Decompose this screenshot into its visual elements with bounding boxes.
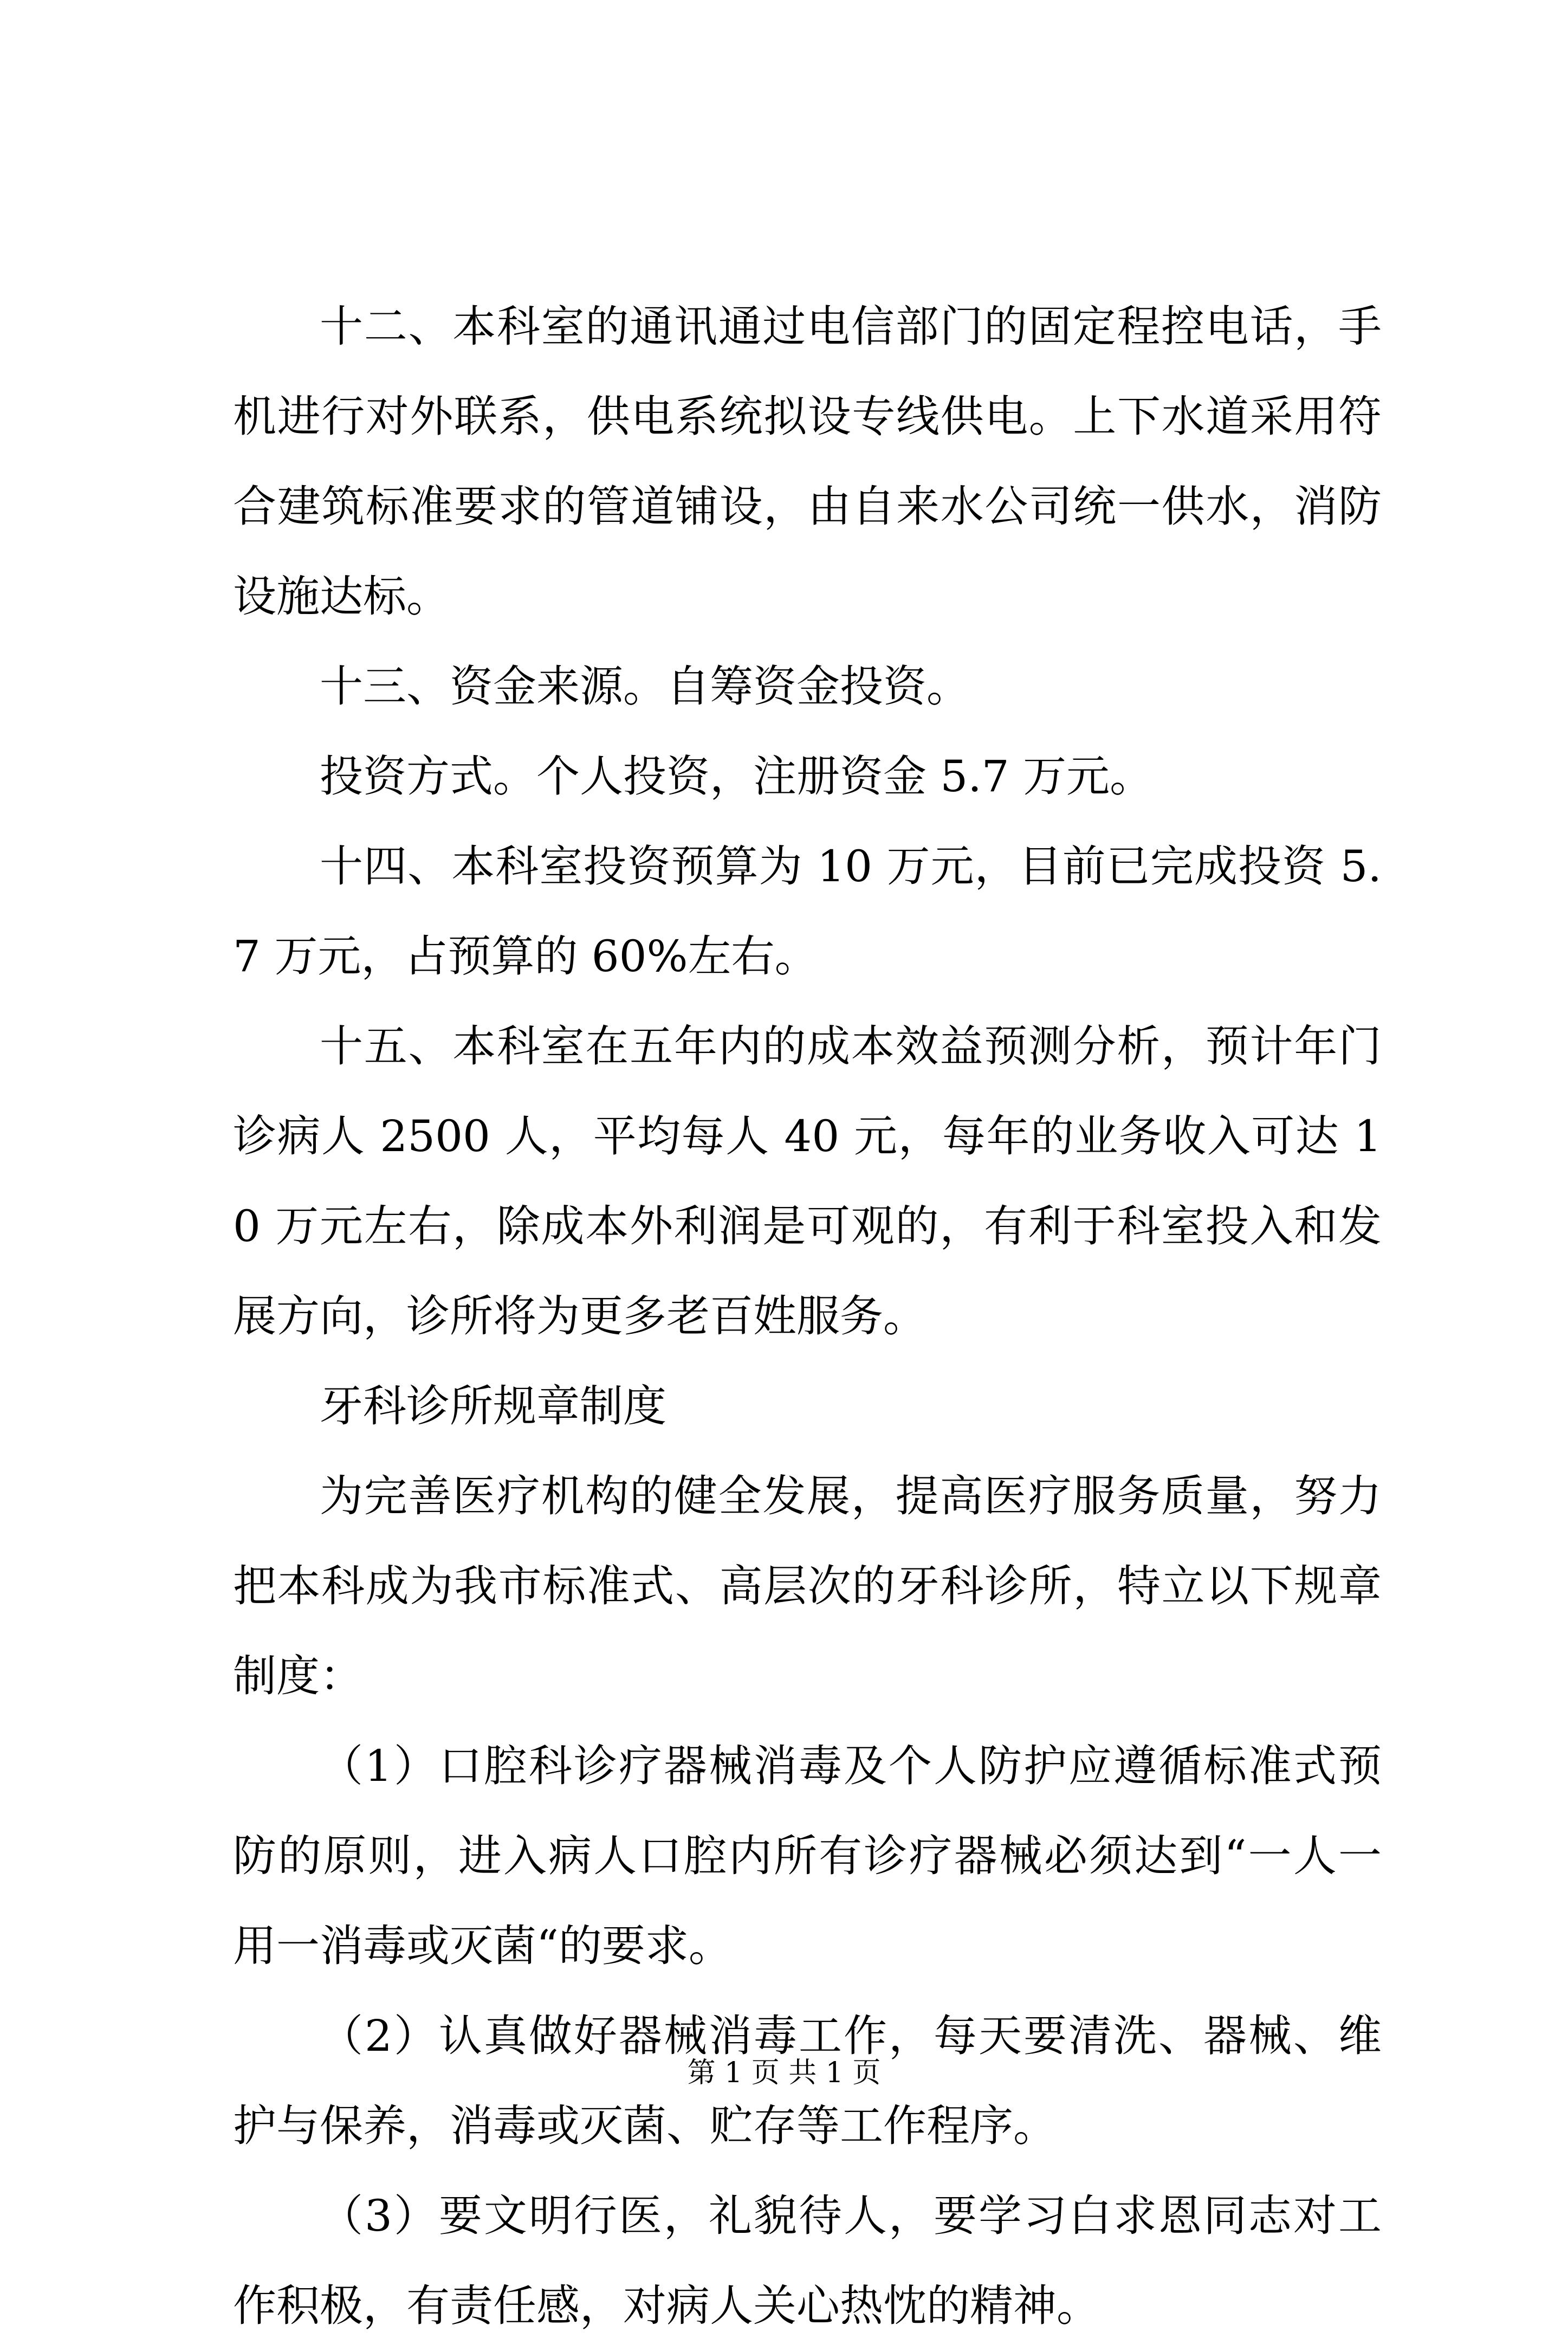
paragraph-cost-benefit: 十五、本科室在五年内的成本效益预测分析，预计年门诊病人 2500 人，平均每人 40 元，每年的业务收入可达 10 万元左右，除成本外利润是可观的，有利于科室投入和发展方向，诊所将为更多老百姓服务。 bbox=[233, 1021, 1382, 1341]
paragraph-funding-source: 十三、资金来源。自筹资金投资。 bbox=[320, 661, 970, 712]
rule-item-3: （3）要文明行医，礼貌待人，要学习白求恩同志对工作积极，有责任感，对病人关心热忱的精神。 bbox=[233, 2191, 1382, 2331]
document-body bbox=[233, 282, 1382, 2351]
rule-item-2: （2）认真做好器械消毒工作，每天要清洗、器械、维护与保养，消毒或灭菌、贮存等工作程序。 bbox=[233, 2011, 1382, 2151]
paragraph-telecom-utilities: 十二、本科室的通讯通过电信部门的固定程控电话，手机进行对外联系，供电系统拟设专线供电。上下水道采用符合建筑标准要求的管道铺设，由自来水公司统一供水，消防设施达标。 bbox=[233, 301, 1382, 622]
paragraph-rules-intro: 为完善医疗机构的健全发展，提高医疗服务质量，努力把本科成为我市标准式、高层次的牙科诊所，特立以下规章制度： bbox=[233, 1471, 1382, 1701]
rule-item-1: （1）口腔科诊疗器械消毒及个人防护应遵循标准式预防的原则，进入病人口腔内所有诊疗器械必须达到“一人一用一消毒或灭菌“的要求。 bbox=[233, 1741, 1382, 1971]
paragraph-investment-budget: 十四、本科室投资预算为 10 万元，目前已完成投资 5.7 万元，占预算的 60%左右。 bbox=[233, 841, 1382, 981]
page-number-label: 第 1 页 共 1 页 bbox=[687, 2057, 881, 2089]
section-heading-clinic-rules: 牙科诊所规章制度 bbox=[320, 1381, 666, 1431]
paragraph-investment-method: 投资方式。个人投资，注册资金 5.7 万元。 bbox=[320, 751, 1154, 802]
page-footer bbox=[0, 2054, 1568, 2092]
